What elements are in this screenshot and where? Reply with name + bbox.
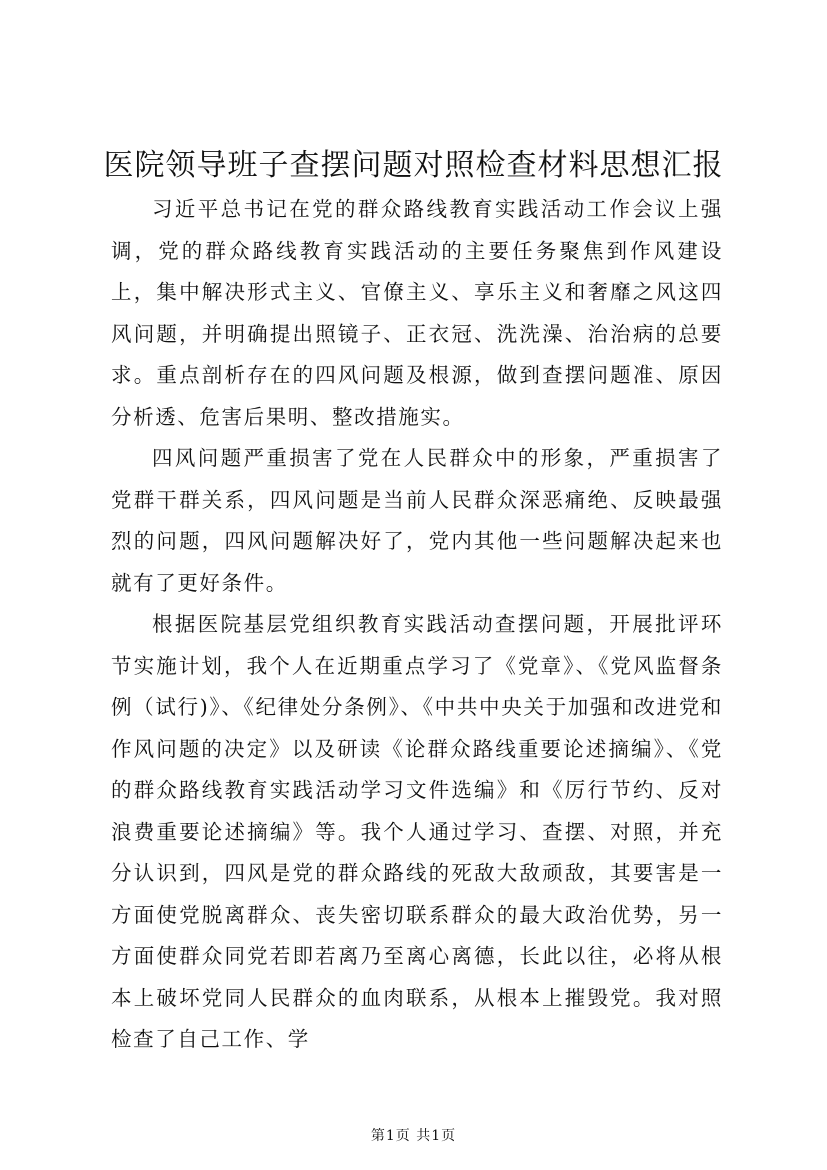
paragraph-3: 根据医院基层党组织教育实践活动查摆问题，开展批评环节实施计划，我个人在近期重点学习了《党章》、《党风监督条例（试行)》、《纪律处分条例》、《中共中央关于加强和改进党和作风问题的决定》以及研读《论群众路线重要论述摘编》、《党的群众路线教育实践活动学习文件选编》和《厉行节约、反对浪费重要论述摘编》等。我个人通过学习、查摆、对照，并充分认识到，四风是党的群众路线的死敌大敌顽敌，其要害是一方面使党脱离群众、丧失密切联系群众的最大政治优势，另一方面使群众同党若即若离乃至离心离德，长此以往，必将从根本上破坏党同人民群众的血肉联系，从根本上摧毁党。我对照检查了自己工作、学 xyxy=(111,612,723,1051)
paragraph-2: 四风问题严重损害了党在人民群众中的形象，严重损害了党群干群关系，四风问题是当前人民群众深恶痛绝、反映最强烈的问题，四风问题解决好了，党内其他一些问题解决起来也就有了更好条件。 xyxy=(111,446,723,595)
paragraph-1: 习近平总书记在党的群众路线教育实践活动工作会议上强调，党的群众路线教育实践活动的主要任务聚焦到作风建设上，集中解决形式主义、官僚主义、享乐主义和奢靡之风这四风问题，并明确提出照镜子、正衣冠、洗洗澡、治治病的总要求。重点剖析存在的四风问题及根源，做到查摆问题准、原因分析透、危害后果明、整改措施实。 xyxy=(111,197,723,429)
document-body xyxy=(111,189,723,1061)
document-title: 医院领导班子查摆问题对照检查材料思想汇报 xyxy=(103,148,724,183)
page-number-footer: 第1页 共1页 xyxy=(370,1128,457,1144)
